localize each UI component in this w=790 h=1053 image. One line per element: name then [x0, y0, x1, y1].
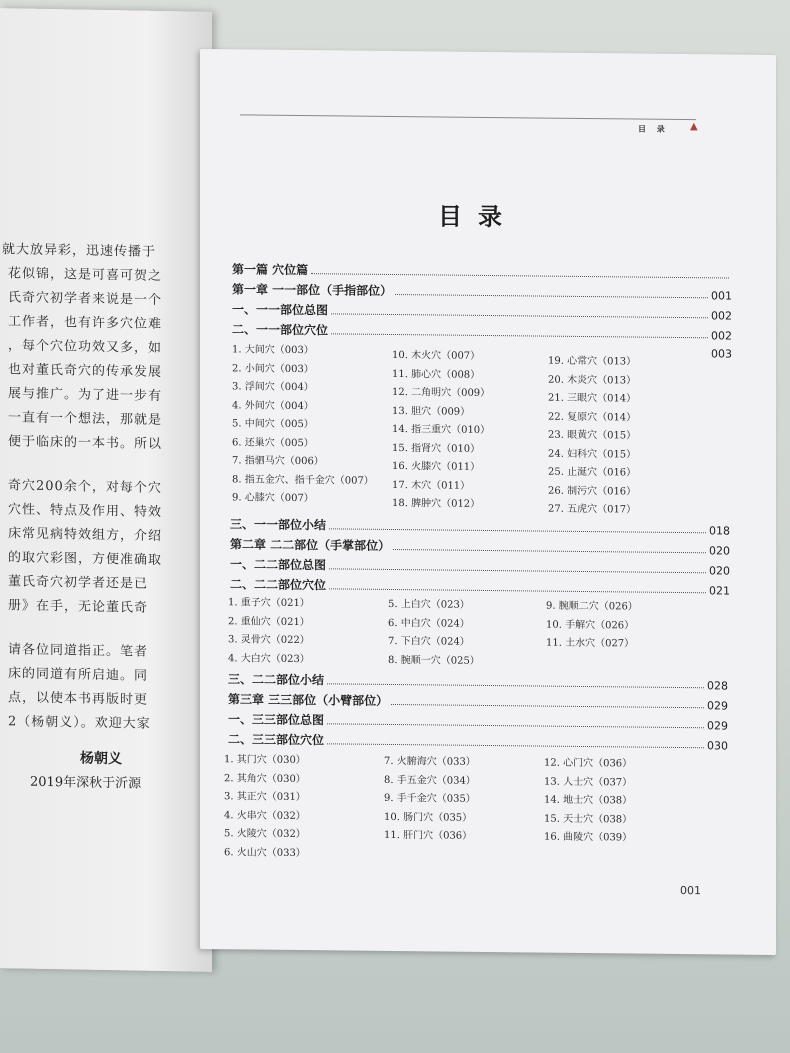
point-item: 13. 胆穴（009） — [392, 405, 471, 418]
page-title: 目录 — [438, 201, 518, 232]
point-item: 1. 其门穴（030） — [224, 754, 306, 767]
toc-entry-label: 一、二二部位总图 — [230, 557, 327, 573]
point-item: 12. 心门穴（036） — [544, 757, 633, 770]
toc-entry — [228, 709, 728, 732]
toc-entry-page: 020 — [709, 564, 730, 578]
point-item: 23. 眼黄穴（015） — [548, 429, 637, 442]
point-item: 9. 心膝穴（007） — [232, 492, 314, 505]
toc-entry — [230, 554, 730, 577]
toc-entry-label: 三、一一部位小结 — [230, 517, 327, 533]
toc-entry-label: 二、二二部位穴位 — [230, 577, 327, 593]
author-date: 2019年深秋于沂源 — [30, 774, 142, 792]
point-item: 1. 大间穴（003） — [232, 344, 314, 357]
left-page-line: 工作者，也有许多穴位难 — [8, 314, 163, 332]
toc-entry-page: 030 — [707, 739, 728, 753]
point-item: 10. 手解穴（026） — [546, 619, 635, 632]
left-page-line: 的取穴彩图，方便准确取 — [8, 550, 163, 568]
point-item: 2. 其角穴（030） — [224, 772, 306, 785]
point-item: 18. 脾肿穴（012） — [392, 497, 481, 510]
toc-entry — [228, 729, 728, 752]
toc-entry — [228, 669, 728, 692]
toc-leader — [329, 527, 706, 533]
toc-entry — [230, 574, 730, 597]
point-item: 1. 重子穴（021） — [228, 597, 310, 610]
point-item: 11. 肺心穴（008） — [392, 368, 481, 381]
toc-entry-label: 第一章 一一部位（手指部位） — [232, 282, 393, 298]
point-item: 11. 土水穴（027） — [546, 637, 635, 650]
point-item: 4. 火串穴（032） — [224, 809, 306, 822]
bookmark-icon: ▲ — [690, 121, 698, 133]
point-item: 9. 手千金穴（035） — [384, 792, 476, 805]
toc-leader — [331, 312, 708, 318]
left-page-line: 氏奇穴初学者来说是一个 — [8, 290, 163, 308]
point-list-3 — [224, 751, 724, 859]
toc-leader — [329, 567, 706, 573]
toc-leader — [327, 682, 704, 688]
toc-entry-label: 三、二二部位小结 — [228, 672, 325, 688]
toc-leader — [395, 293, 708, 298]
point-column — [232, 341, 374, 509]
toc-entry-label: 一、三三部位总图 — [228, 712, 325, 728]
toc-leader — [393, 548, 706, 553]
left-page-line: 请各位同道指正。笔者 — [8, 642, 149, 660]
point-item: 2. 小间穴（003） — [232, 362, 314, 375]
toc-entry-page: 028 — [707, 679, 728, 693]
point-item: 19. 心常穴（013） — [548, 355, 637, 368]
toc-leader — [391, 703, 704, 708]
toc-entry-page: 029 — [707, 699, 728, 713]
page-number: 001 — [680, 884, 701, 898]
toc-entry-label: 第二章 二二部位（手掌部位） — [230, 537, 391, 553]
point-item: 20. 木炎穴（013） — [548, 374, 637, 387]
point-column — [384, 753, 476, 846]
toc-entry-label: 二、三三部位穴位 — [228, 732, 325, 748]
toc-entry-page: 002 — [711, 329, 732, 343]
point-item: 7. 指驷马穴（006） — [232, 455, 324, 468]
toc-page — [200, 49, 776, 955]
point-item: 15. 天士穴（038） — [544, 813, 633, 826]
toc-entry — [230, 514, 730, 537]
toc-entry — [232, 259, 732, 282]
toc-entry — [228, 689, 728, 712]
toc-entry-label: 一、一一部位总图 — [232, 302, 329, 318]
left-page-line: 也对董氏奇穴的传承发展 — [8, 362, 163, 380]
left-page-line: 一直有一个想法，那就是 — [8, 410, 163, 428]
toc-leader — [327, 722, 704, 728]
left-page-line: 奇穴200余个，对每个穴 — [8, 478, 162, 496]
toc-entry-page: 029 — [707, 719, 728, 733]
point-item: 8. 指五金穴、指千金穴（007） — [232, 473, 374, 487]
point-item: 4. 外间穴（004） — [232, 399, 314, 412]
toc-entry — [232, 299, 732, 322]
toc-entry-label: 第三章 三三部位（小臂部位） — [228, 692, 389, 708]
left-page-line: 2（杨朝义）。欢迎大家 — [8, 714, 151, 732]
point-item: 17. 木穴（011） — [392, 479, 471, 492]
point-item: 8. 腕顺一穴（025） — [388, 654, 480, 667]
point-item: 4. 大白穴（023） — [228, 652, 310, 665]
point-item: 3. 灵骨穴（022） — [228, 634, 310, 647]
toc-entry — [232, 279, 732, 302]
toc-entry-page: 003 — [711, 347, 732, 361]
toc-entry — [230, 534, 730, 557]
point-item: 6. 火山穴（033） — [224, 846, 306, 859]
point-item: 11. 肝门穴（036） — [384, 829, 473, 842]
toc-entry-label: 第一篇 穴位篇 — [232, 262, 309, 278]
point-item: 3. 其正穴（031） — [224, 791, 306, 804]
toc-entry-page: 020 — [709, 544, 730, 558]
point-item: 14. 指三重穴（010） — [392, 423, 491, 437]
running-header: 目 录 — [638, 123, 669, 134]
left-page-line: 床常见病特效组方，介绍 — [8, 526, 163, 544]
point-item: 3. 浮间穴（004） — [232, 381, 314, 394]
point-column — [388, 596, 480, 671]
point-item: 16. 火膝穴（011） — [392, 460, 481, 473]
toc-leader — [327, 742, 704, 748]
left-page-line: 床的同道有所启迪。同 — [8, 666, 149, 684]
point-item: 13. 人士穴（037） — [544, 776, 633, 789]
toc-entry-page: 018 — [709, 524, 730, 538]
point-item: 16. 曲陵穴（039） — [544, 831, 633, 844]
left-page-line: 册》在手，无论董氏奇 — [8, 598, 149, 616]
left-page-line: 点，以使本书再版时更 — [8, 690, 149, 708]
point-item: 10. 肠门穴（035） — [384, 811, 473, 824]
left-page-line: 便于临床的一本书。所以 — [8, 434, 163, 452]
toc-entry-page: 021 — [709, 584, 730, 598]
point-item: 6. 中白穴（024） — [388, 617, 470, 630]
point-column — [546, 598, 638, 654]
point-item: 9. 腕顺二穴（026） — [546, 600, 638, 613]
left-page-line: ，每个穴位功效又多，如 — [8, 338, 163, 356]
point-item: 24. 妇科穴（015） — [548, 448, 637, 461]
point-item: 27. 五虎穴（017） — [548, 503, 637, 516]
point-item: 5. 中间穴（005） — [232, 418, 314, 431]
point-item: 10. 木火穴（007） — [392, 349, 481, 362]
left-page-line: 花似锦，这是可喜可贺之 — [8, 266, 163, 284]
left-page-line: 董氏奇穴初学者还是已 — [8, 574, 149, 592]
point-item: 14. 地士穴（038） — [544, 794, 633, 807]
toc-leader — [311, 272, 729, 278]
point-column — [224, 751, 306, 863]
left-page-line: 就大放异彩，迅速传播于 — [2, 242, 157, 260]
left-page — [0, 8, 212, 972]
toc-entry-label: 二、一一部位穴位 — [232, 322, 329, 338]
author-name: 杨朝义 — [80, 750, 122, 768]
header-rule — [240, 114, 696, 120]
point-item: 25. 止涎穴（016） — [548, 466, 637, 479]
point-column — [228, 594, 310, 669]
point-item: 2. 重仙穴（021） — [228, 615, 310, 628]
toc-entry-page: 001 — [711, 289, 732, 303]
left-page-line: 展与推广。为了进一步有 — [8, 386, 163, 404]
point-column — [392, 347, 490, 515]
point-item: 5. 火陵穴（032） — [224, 828, 306, 841]
point-item: 5. 上白穴（023） — [388, 598, 470, 611]
point-item: 12. 二角明穴（009） — [392, 386, 491, 400]
toc-leader — [331, 332, 708, 338]
toc-leader — [329, 587, 706, 593]
point-column — [544, 755, 632, 848]
point-item: 7. 下白穴（024） — [388, 635, 470, 648]
point-item: 15. 指肾穴（010） — [392, 442, 481, 455]
point-item: 26. 制污穴（016） — [548, 485, 637, 498]
point-item: 21. 三眼穴（014） — [548, 392, 637, 405]
point-column — [548, 353, 636, 520]
point-item: 7. 火腑海穴（033） — [384, 755, 476, 768]
toc-entry-page: 002 — [711, 309, 732, 323]
point-item: 6. 还巢穴（005） — [232, 436, 314, 449]
point-item: 8. 手五金穴（034） — [384, 774, 476, 787]
point-item: 22. 复原穴（014） — [548, 411, 637, 424]
left-page-line: 穴性、特点及作用、特效 — [8, 502, 163, 520]
